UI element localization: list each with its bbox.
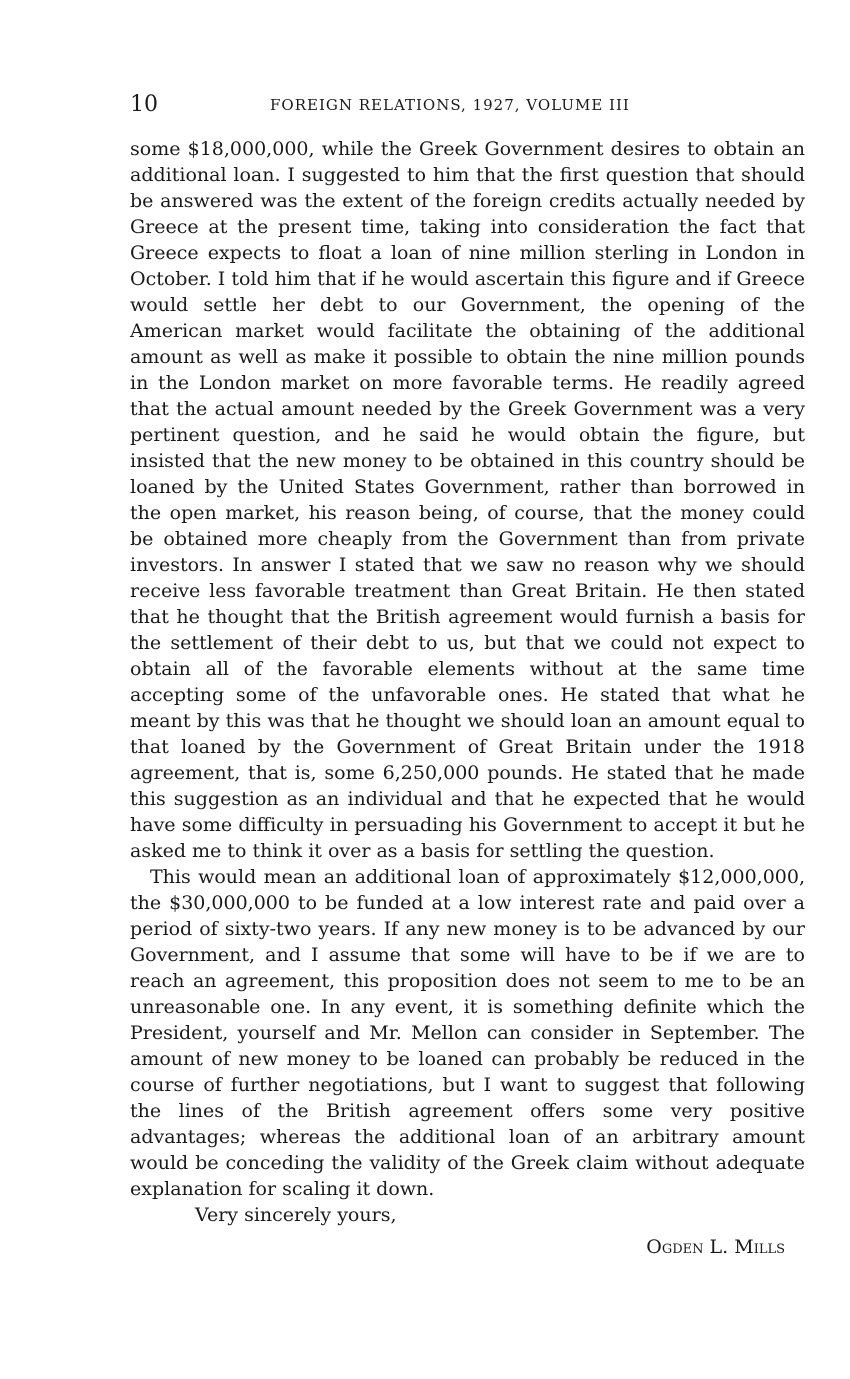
letter-closing: Very sincerely yours, xyxy=(195,1204,397,1226)
letter-body xyxy=(130,136,805,1202)
running-title: FOREIGN RELATIONS, 1927, VOLUME III xyxy=(270,96,630,114)
paragraph: This would mean an additional loan of approximately $12,000,000, the $30,000,000 to be funded at a low interest rate and paid over a period of sixty-two years. If any new money is to be advanced by our Government, and I assume that some will have to be if we are to reach an agreement, this proposition does not seem to me to be an unreasonable one. In any event, it is something definite which the President, yourself and Mr. Mellon can consider in September. The amount of new money to be loaned can probably be reduced in the course of further negotiations, but I want to suggest that following the lines of the British agreement offers some very positive advantages; whereas the additional loan of an arbitrary amount would be conceding the validity of the Greek claim without adequate explanation for scaling it down. xyxy=(130,866,805,1200)
paragraph-continued: some $18,000,000, while the Greek Government desires to obtain an additional loan. I suggested to him that the first question that should be answered was the extent of the foreign credits actually needed by Greece at the present time, taking into consideration the fact that Greece expects to float a loan of nine million sterling in London in October. I told him that if he would ascertain this figure and if Greece would settle her debt to our Government, the opening of the American market would facilitate the obtaining of the additional amount as well as make it possible to obtain the nine million pounds in the London market on more favorable terms. He readily agreed that the actual amount needed by the Greek Government was a very pertinent question, and he said he would obtain the figure, but insisted that the new money to be obtained in this country should be loaned by the United States Government, rather than borrowed in the open market, his reason being, of course, that the money could be obtained more cheaply from the Government than from private investors. In answer I stated that we saw no reason why we should receive less favorable treatment than Great Britain. He then stated that he thought that the British agreement would furnish a basis for the settlement of their debt to us, but that we could not expect to obtain all of the favorable elements without at the same time accepting some of the unfavorable ones. He stated that what he meant by this was that he thought we should loan an amount equal to that loaned by the Government of Great Britain under the 1918 agreement, that is, some 6,250,000 pounds. He stated that he made this suggestion as an individual and that he expected that he would have some difficulty in persuading his Government to accept it but he asked me to think it over as a basis for settling the question. xyxy=(130,138,805,862)
running-header xyxy=(130,92,805,122)
page-number: 10 xyxy=(130,92,158,117)
signature: Ogden L. Mills xyxy=(646,1236,785,1258)
document-page xyxy=(130,92,805,1260)
